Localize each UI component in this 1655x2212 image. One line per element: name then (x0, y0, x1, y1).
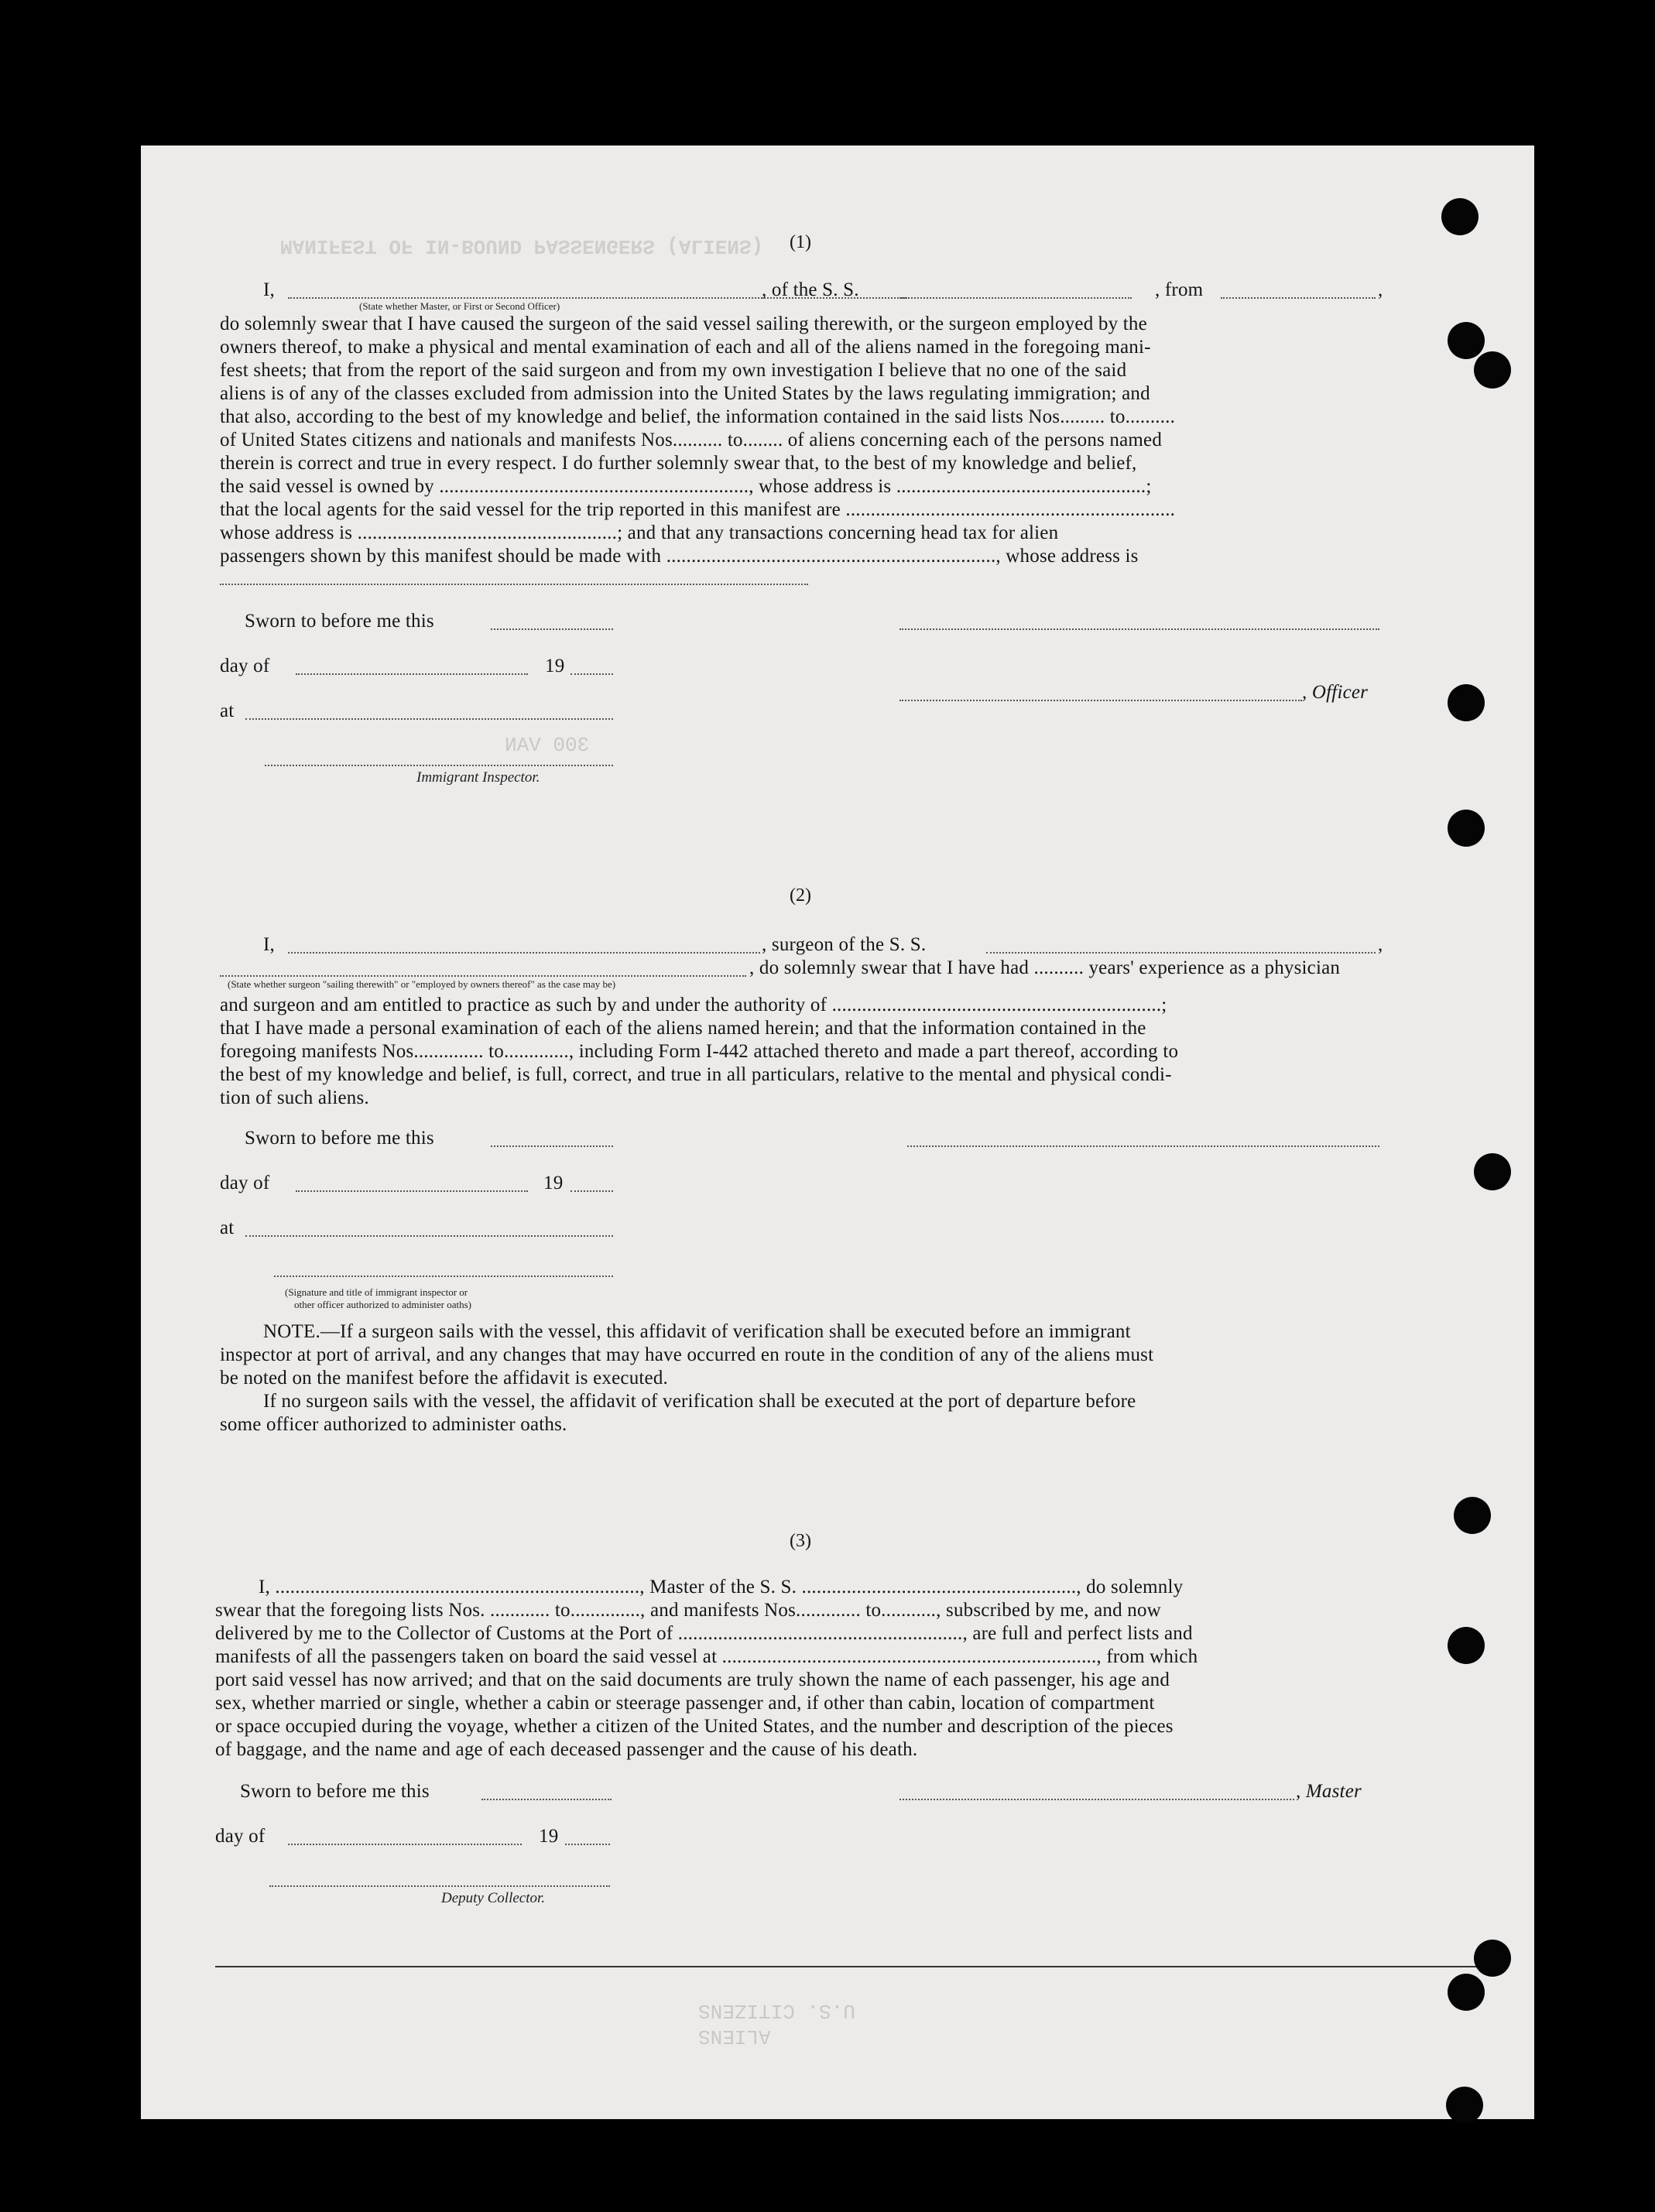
punch-hole (1448, 322, 1485, 359)
section-1-i: I, (263, 279, 275, 300)
section-2-body-line: that I have made a personal examination of each of the aliens named herein; and that the information contained in the (220, 1018, 1146, 1039)
deputy-collector-caption: Deputy Collector. (441, 1890, 546, 1906)
section-1-body-line: do solemnly swear that I have caused the surgeon of the said vessel sailing therewith, or the surgeon employed by the (220, 313, 1147, 334)
section-2-day-label: day of (220, 1173, 270, 1193)
section-2-sworn-label: Sworn to before me this (245, 1128, 434, 1149)
master-label: , Master (1296, 1781, 1362, 1802)
section-2-surgeon-caption: (State whether surgeon "sailing therewith" or "employed by owners thereof" as the case may be) (228, 978, 616, 990)
section-1-body-line: of United States citizens and nationals and manifests Nos.......... to........ of aliens concerning each of the persons named (220, 430, 1163, 450)
section-2-note-line: some officer authorized to administer oaths. (220, 1414, 567, 1435)
surgeon-signature-line (907, 1145, 1379, 1147)
punch-hole (1448, 684, 1485, 721)
section-1-body-line: the said vessel is owned by .............................................................., whose address is ..................................................; (220, 476, 1152, 497)
section-1-at-line (245, 718, 613, 720)
section-2-surgeon: , surgeon of the S. S. (762, 934, 927, 955)
section-3-body-line: swear that the foregoing lists Nos. ............ to.............., and manifests Nos............. to..........., subscribed by me, and now (215, 1600, 1161, 1621)
section-2-body-line: and surgeon and am entitled to practice as such by and under the authority of ..................................................................; (220, 995, 1167, 1015)
section-2-note-line: NOTE.—If a surgeon sails with the vessel, this affidavit of verification shall be executed before an immigrant (263, 1321, 1131, 1342)
section-1-body-line: therein is correct and true in every respect. I do further solemnly swear that, to the best of my knowledge and belief, (220, 453, 1137, 474)
show-through-header: MANIFEST OF IN-BOUND PASSENGERS (ALIENS) (280, 235, 764, 258)
punch-hole (1474, 1153, 1511, 1190)
master-signature-line (899, 1799, 1294, 1800)
punch-hole (1474, 1940, 1511, 1977)
section-1-body-line: owners thereof, to make a physical and mental examination of each and all of the aliens named in the foregoing mani- (220, 337, 1151, 358)
from-port-line (1221, 297, 1376, 299)
section-3-sworn-label: Sworn to before me this (240, 1781, 430, 1802)
section-3-body-line: manifests of all the passengers taken on board the said vessel at ..........................................................................., from which (215, 1646, 1198, 1667)
section-2-note-line: If no surgeon sails with the vessel, the affidavit of verification shall be executed at the port of departure before (263, 1391, 1136, 1412)
section-2-at-label: at (220, 1217, 235, 1238)
section-1-right-line (899, 628, 1379, 630)
section-3-body-line: of baggage, and the name and age of each deceased passenger and the cause of his death. (215, 1739, 918, 1760)
section-1-day-label: day of (220, 656, 270, 676)
section-3-sworn-line (481, 1799, 612, 1800)
section-2-day-line (296, 1190, 528, 1192)
section-1-sworn-label: Sworn to before me this (245, 611, 434, 632)
punch-hole (1448, 1974, 1485, 2011)
inspector-signature-line (265, 765, 613, 766)
surgeon-status-line (220, 975, 746, 977)
punch-hole (1448, 1627, 1485, 1664)
punch-hole (1446, 2087, 1483, 2124)
section-3-body-line: port said vessel has now arrived; and that on the said documents are truly shown the name of each passenger, his age and (215, 1669, 1170, 1690)
section-1-body-line: fest sheets; that from the report of the said surgeon and from my own investigation I believe that no one of the said (220, 360, 1127, 381)
section-1-at-label: at (220, 700, 235, 721)
section-3-body-line: or space occupied during the voyage, whether a citizen of the United States, and the number and description of the pieces (215, 1716, 1174, 1737)
show-through-text-b: U.S. CITIZENS (698, 1999, 855, 2022)
section-2-number: (2) (790, 885, 811, 906)
show-through-text-a: 300 VAN (505, 734, 590, 757)
section-1-year-label: 19 (545, 656, 565, 676)
section-3-number: (3) (790, 1531, 811, 1551)
section-1-of-ss: , of the S. S. (762, 279, 859, 300)
section-3-body (215, 1576, 1198, 1762)
section-2-vessel-line (986, 952, 1376, 954)
section-2-body-line: foregoing manifests Nos.............. to............., including Form I-442 attached thereto and made a part thereof, according to (220, 1041, 1179, 1062)
show-through-text-c: ALIENS (698, 2025, 771, 2048)
collector-signature-line (269, 1885, 610, 1887)
officer-signature-line (899, 700, 1302, 701)
punch-hole (1441, 198, 1479, 235)
section-3-year-line (565, 1844, 610, 1845)
section-1-trailing-line (220, 584, 808, 585)
section-1-number: (1) (790, 232, 811, 252)
manifest-sheet (141, 146, 1534, 2119)
immigrant-inspector-caption: Immigrant Inspector. (416, 769, 540, 786)
section-2-year-label: 19 (543, 1173, 564, 1193)
section-3-year-label: 19 (539, 1826, 559, 1847)
section-2-i: I, (263, 934, 275, 955)
punch-hole (1474, 351, 1511, 389)
section-3-body-line: delivered by me to the Collector of Customs at the Port of ........................................................., are full and perfect lists and (215, 1623, 1193, 1644)
section-2-body-line: the best of my knowledge and belief, is full, correct, and true in all particulars, relative to the mental and physical condi- (220, 1064, 1172, 1085)
section-1-day-line (296, 673, 528, 675)
section-3-body-line: I, ........................................................................., Master of the S. S. ......................................................., do solemnly (259, 1577, 1184, 1597)
section-2-note-line: be noted on the manifest before the affidavit is executed. (220, 1368, 668, 1388)
section-2-sig-caption-1: (Signature and title of immigrant inspector or (285, 1286, 468, 1298)
section-2-swear-line: , do solemnly swear that I have had .......... years' experience as a physician (749, 957, 1341, 978)
section-1-body-line: passengers shown by this manifest should be made with .................................................................., whose address is (220, 546, 1139, 567)
section-3-day-line (288, 1844, 522, 1845)
section-3-body-line: sex, whether married or single, whether a cabin or steerage passenger and, if other than cabin, location of compartment (215, 1693, 1155, 1714)
section-1-body-line: that also, according to the best of my knowledge and belief, the information contained in the said lists Nos......... to.......... (220, 406, 1176, 427)
section-1-sworn-line (491, 628, 613, 630)
section-1-master-caption: (State whether Master, or First or Second Officer) (359, 300, 560, 312)
section-2-year-line (571, 1190, 613, 1192)
section-2-surgeon-end: , (1378, 934, 1383, 955)
section-1-body-line: that the local agents for the said vessel for the trip reported in this manifest are .................................................................. (220, 499, 1176, 520)
section-1-year-line (571, 673, 613, 675)
section-2-inspector-line (274, 1275, 613, 1277)
section-2-body-line: tion of such aliens. (220, 1087, 369, 1108)
section-1-from-end: , (1378, 279, 1383, 300)
section-1-body (220, 313, 1175, 568)
surgeon-name-line (288, 952, 760, 954)
section-2-sig-caption-2: other officer authorized to administer oaths) (294, 1299, 471, 1310)
section-1-from: , from (1155, 279, 1204, 300)
section-2-sworn-line (491, 1145, 613, 1147)
section-1-body-line: aliens is of any of the classes excluded from admission into the United States by the laws regulating immigration; and (220, 383, 1150, 404)
officer-label: , Officer (1302, 682, 1369, 703)
vessel-name-line (899, 297, 1132, 299)
section-2-body (220, 994, 1178, 1110)
bottom-rule (215, 1966, 1485, 1967)
punch-hole (1454, 1497, 1491, 1534)
section-2-at-line (245, 1235, 613, 1237)
section-3-day-label: day of (215, 1826, 266, 1847)
section-1-body-line: whose address is ....................................................; and that any transactions concerning head tax for alien (220, 522, 1059, 543)
section-2-note-line: inspector at port of arrival, and any changes that may have occurred en route in the condition of any of the aliens must (220, 1344, 1154, 1365)
punch-hole (1448, 810, 1485, 847)
